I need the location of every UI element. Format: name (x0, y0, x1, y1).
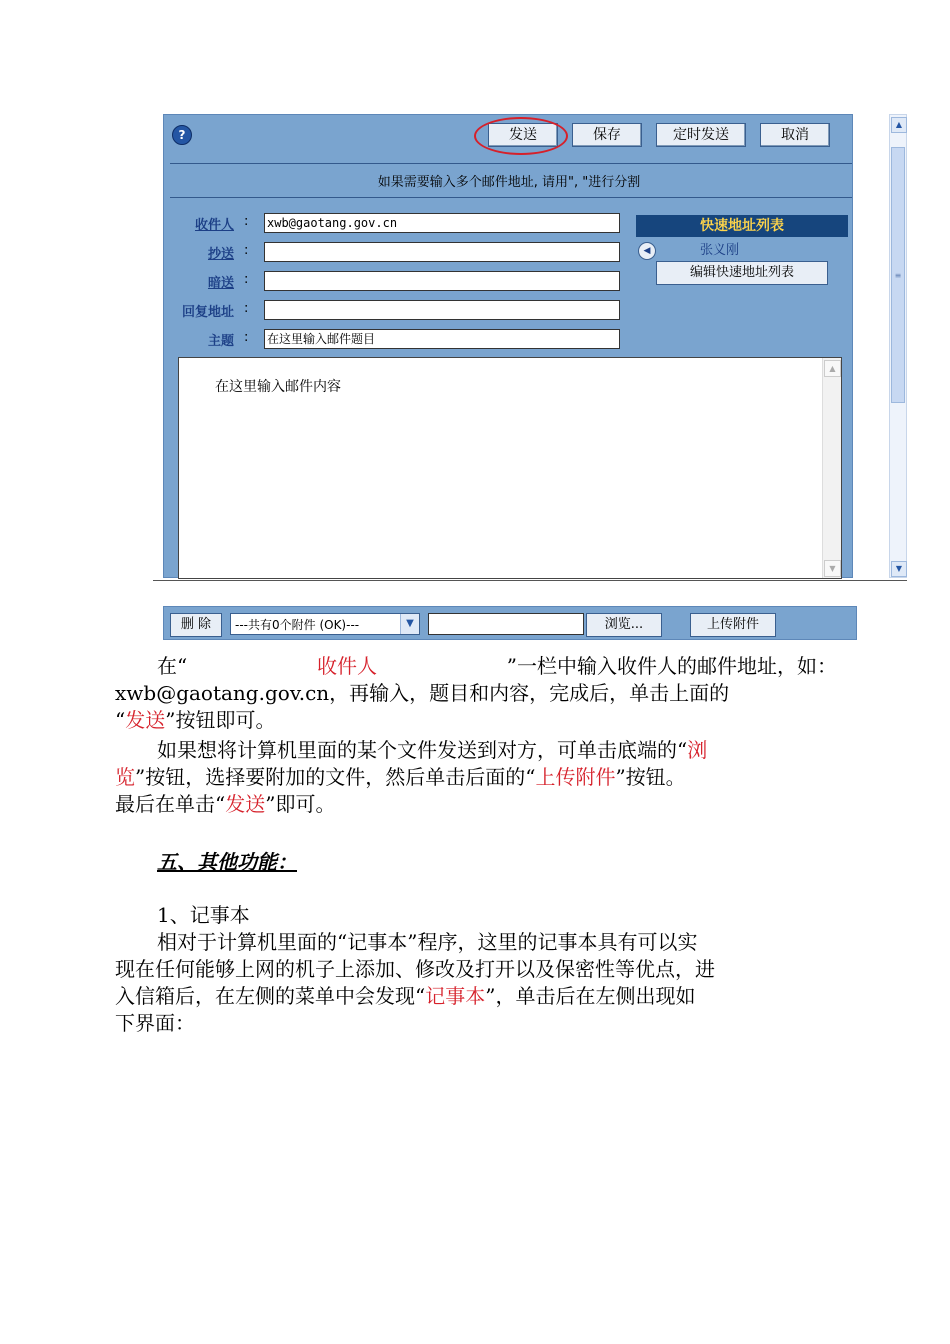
delete-button[interactable]: 删 除 (170, 613, 222, 637)
divider (170, 197, 852, 198)
subject-field[interactable]: 在这里输入邮件题目 (264, 329, 620, 349)
text-line (115, 737, 837, 764)
save-button[interactable]: 保存 (572, 123, 642, 147)
attachment-select-value: ---共有0个附件 (OK)--- (235, 618, 360, 632)
edit-quick-list-button[interactable]: 编辑快速地址列表 (656, 261, 828, 285)
colon: : (244, 243, 249, 258)
text-line (115, 929, 837, 956)
reply-label: 回复地址 (181, 305, 234, 320)
to-label[interactable]: 收件人 (194, 218, 234, 233)
colon: : (244, 214, 249, 229)
text: 入信箱后，在左侧的菜单中会发现“ (115, 984, 426, 1008)
scroll-down-icon[interactable]: ▼ (891, 561, 907, 577)
highlight-circle (474, 117, 568, 155)
compose-panel (163, 114, 853, 578)
message-body[interactable] (178, 357, 842, 579)
divider (170, 163, 852, 164)
text: “ (115, 708, 126, 732)
paragraph-1 (115, 653, 837, 734)
text: ”按钮，选择要附加的文件，然后单击后面的“ (135, 765, 536, 789)
reply-field[interactable] (264, 300, 620, 320)
send-button[interactable]: 发送 (488, 123, 558, 147)
upload-button[interactable]: 上传附件 (690, 613, 776, 637)
attachment-select[interactable] (230, 613, 420, 635)
text-line (115, 956, 837, 983)
scroll-thumb[interactable]: ≡ (891, 147, 905, 403)
quick-list-title: 快速地址列表 (636, 215, 848, 237)
cc-label[interactable]: 抄送 (207, 247, 234, 262)
highlight-text: 发送 (225, 792, 266, 816)
page-scrollbar[interactable] (889, 114, 907, 578)
colon: : (244, 272, 249, 287)
paragraph-4 (115, 929, 837, 1037)
highlight-text: 收件人 (317, 654, 377, 678)
text: 下界面： (115, 1011, 195, 1035)
highlight-text: 览 (115, 765, 135, 789)
arrow-left-icon[interactable]: ◀ (638, 242, 656, 260)
file-path-input[interactable] (428, 613, 584, 635)
text: 现在任何能够上网的机子上添加、修改及打开以及保密性等优点，进 (115, 957, 715, 981)
text: ”按钮。 (615, 765, 686, 789)
highlight-text: 记事本 (425, 984, 486, 1008)
text-line (115, 707, 837, 734)
timed-send-button[interactable]: 定时发送 (656, 123, 746, 147)
highlight-text: 浏 (687, 738, 708, 762)
colon: : (244, 330, 249, 345)
scroll-up-icon[interactable]: ▲ (824, 360, 841, 377)
attachment-bar (163, 606, 857, 640)
text-line (115, 1010, 837, 1037)
paragraph-2 (115, 737, 837, 818)
divider (153, 580, 907, 581)
text: 相对于计算机里面的“记事本”程序，这里的记事本具有可以实 (157, 930, 698, 954)
text-line (115, 791, 837, 818)
scroll-down-icon[interactable]: ▼ (824, 560, 841, 577)
text: ”按钮即可。 (165, 708, 276, 732)
bcc-field[interactable] (264, 271, 620, 291)
body-scrollbar[interactable] (822, 358, 841, 578)
browse-button[interactable]: 浏览... (586, 613, 662, 637)
hint-text: 如果需要输入多个邮件地址, 请用", "进行分割 (377, 175, 641, 190)
chevron-down-icon[interactable]: ▼ (400, 614, 419, 634)
highlight-text: 上传附件 (535, 765, 616, 789)
subject-label: 主题 (207, 334, 234, 349)
highlight-text: 发送 (125, 708, 166, 732)
text: 如果想将计算机里面的某个文件发送到对方，可单击底端的“ (157, 738, 688, 762)
quick-contact[interactable]: 张义刚 (700, 243, 740, 258)
text: ”一栏中输入收件人的邮件地址，如： (506, 654, 837, 678)
help-icon[interactable]: ? (172, 125, 192, 145)
text: 在“ (157, 654, 188, 678)
text: xwb@gaotang.gov.cn，再输入，题目和内容，完成后，单击上面的 (115, 681, 730, 705)
text-line (115, 680, 837, 707)
text-line (115, 764, 837, 791)
text: 最后在单击“ (115, 792, 226, 816)
list-item: 1、记事本 (157, 903, 250, 927)
bcc-label[interactable]: 暗送 (207, 276, 234, 291)
section-heading: 五、其他功能： (157, 850, 297, 874)
body-placeholder: 在这里输入邮件内容 (215, 379, 341, 395)
text-line (115, 653, 837, 680)
colon: : (244, 301, 249, 316)
email-compose-screenshot (163, 114, 907, 654)
to-field[interactable]: xwb@gaotang.gov.cn (264, 213, 620, 233)
cancel-button[interactable]: 取消 (760, 123, 830, 147)
text: ”即可。 (265, 792, 336, 816)
text-line (115, 983, 837, 1010)
text: ”，单击后在左侧出现如 (485, 984, 696, 1008)
scroll-up-icon[interactable]: ▲ (891, 117, 907, 133)
cc-field[interactable] (264, 242, 620, 262)
